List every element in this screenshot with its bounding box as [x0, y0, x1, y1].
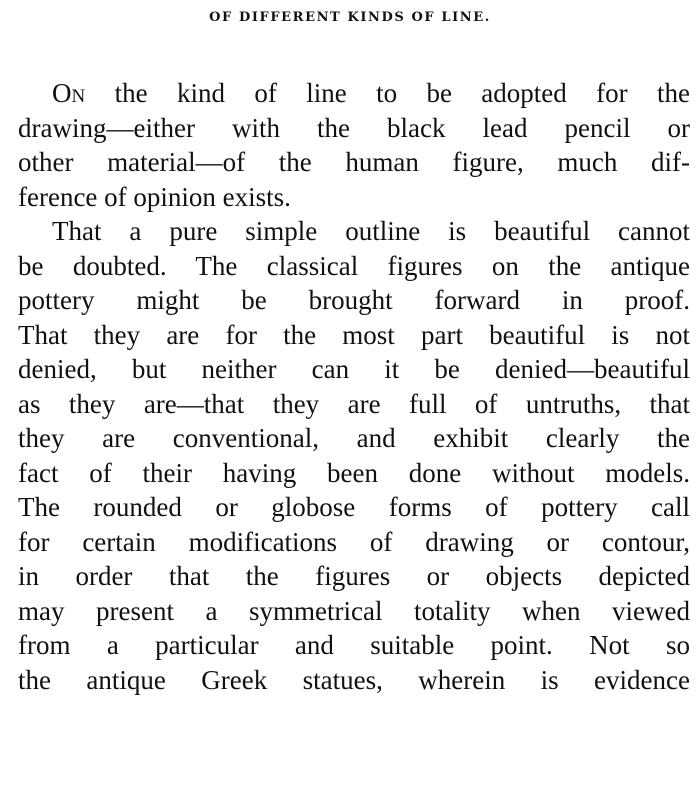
- text-line: That they are for the most part beautiful is not: [18, 319, 690, 350]
- text-line: drawing—either with the black lead pencil or: [18, 112, 690, 143]
- text-line: be doubted. The classical figures on the antique: [18, 250, 690, 281]
- body-text: [18, 76, 690, 697]
- text-line: as they are—that they are full of untruths, that: [18, 388, 690, 419]
- text-line: [18, 76, 690, 111]
- text-line: other material—of the human figure, much dif-: [18, 147, 690, 177]
- text-line: for certain modifications of drawing or contour,: [18, 526, 690, 557]
- text-line: in order that the figures or objects depicted: [18, 561, 690, 591]
- text-line: The rounded or globose forms of pottery call: [18, 492, 690, 522]
- text-line-rest: the kind of line to be adopted for the: [85, 78, 690, 108]
- running-head: OF DIFFERENT KINDS OF LINE.: [209, 10, 491, 25]
- text-line: That a pure simple outline is beautiful cannot: [52, 216, 690, 246]
- opening-word: On: [52, 78, 86, 108]
- text-line: the antique Greek statues, wherein is evidence: [18, 664, 690, 695]
- text-line: ference of opinion exists.: [18, 181, 291, 212]
- text-line: fact of their having been done without models.: [18, 457, 690, 488]
- text-line: from a particular and suitable point. Not so: [18, 630, 690, 660]
- text-line: may present a symmetrical totality when viewed: [18, 595, 690, 626]
- text-line: pottery might be brought forward in proof.: [18, 285, 690, 315]
- text-line: they are conventional, and exhibit clearly the: [18, 423, 690, 453]
- text-line: denied, but neither can it be denied—beautiful: [18, 354, 690, 384]
